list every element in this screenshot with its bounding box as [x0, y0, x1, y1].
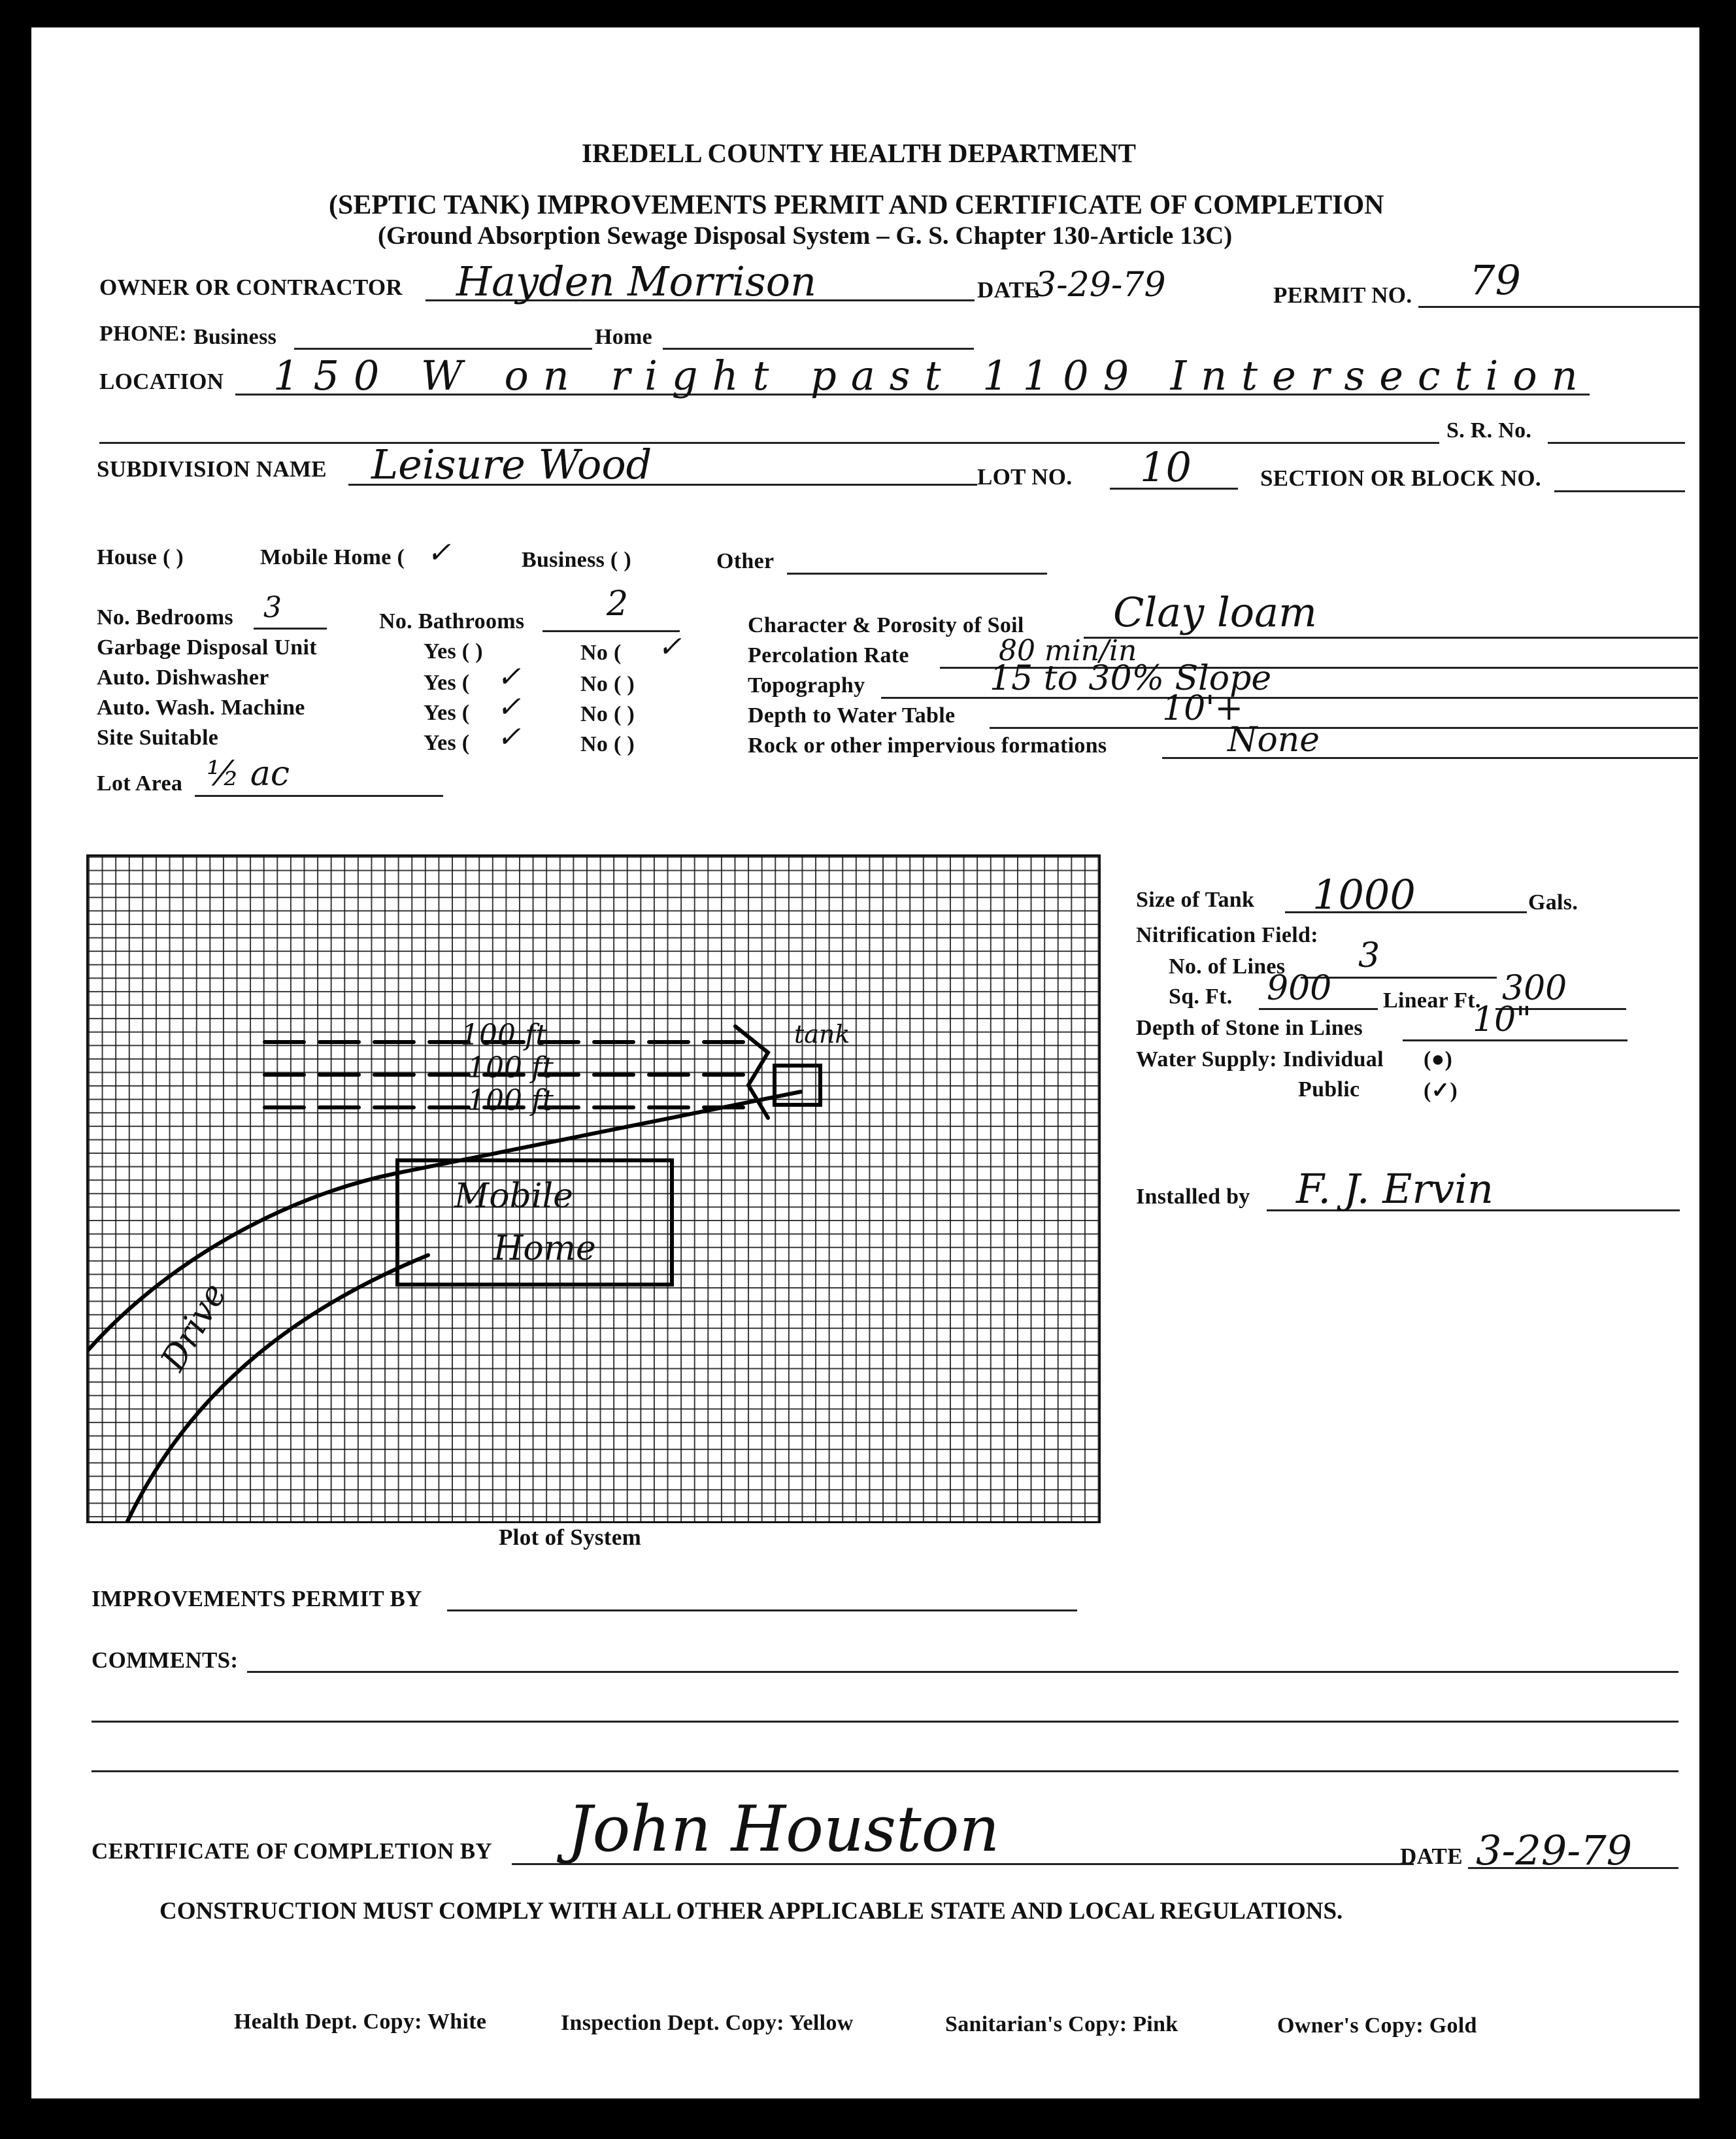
home-phone-line — [663, 348, 974, 350]
copy-owner: Owner's Copy: Gold — [1277, 2013, 1477, 2038]
dishwasher-no: No ( ) — [580, 672, 635, 696]
sqft-value: 900 — [1267, 969, 1332, 1008]
rock-formations-label: Rock or other impervious formations — [748, 733, 1107, 758]
owner-label: OWNER OR CONTRACTOR — [99, 275, 403, 300]
department-heading: IREDELL COUNTY HEALTH DEPARTMENT — [582, 138, 1136, 168]
garbage-disposal-label: Garbage Disposal Unit — [97, 635, 317, 660]
certificate-date-label: DATE — [1400, 1844, 1463, 1869]
water-table-label: Depth to Water Table — [748, 703, 956, 728]
sqft-label: Sq. Ft. — [1169, 985, 1233, 1009]
soil-value: Clay loam — [1113, 588, 1317, 636]
tank-label: tank — [794, 1020, 850, 1049]
business-phone-line — [294, 348, 592, 350]
dishwasher-label: Auto. Dishwasher — [97, 665, 269, 690]
lot-no-value: 10 — [1140, 443, 1192, 491]
installed-by-label: Installed by — [1136, 1185, 1250, 1209]
comments-line-1 — [247, 1671, 1678, 1673]
water-table-value: 10'+ — [1162, 689, 1244, 728]
percolation-value: 80 min/in — [999, 634, 1137, 667]
other-option: Other — [716, 549, 775, 573]
tank-size-value: 1000 — [1312, 871, 1416, 918]
dishwasher-yes: Yes ( — [424, 671, 470, 695]
site-suitable-no: No ( ) — [580, 732, 635, 756]
water-individual-mark: (●) — [1424, 1047, 1453, 1071]
lines-value: 3 — [1358, 936, 1380, 975]
bathrooms-value: 2 — [607, 584, 629, 624]
permit-no-value: 79 — [1469, 256, 1521, 304]
permit-by-label: IMPROVEMENTS PERMIT BY — [92, 1586, 422, 1611]
water-table-line — [990, 727, 1698, 729]
field-line-label-2: 100 ft — [467, 1051, 554, 1085]
linear-ft-label: Linear Ft. — [1383, 988, 1481, 1013]
lot-no-label: LOT NO. — [977, 464, 1073, 490]
certificate-label: CERTIFICATE OF COMPLETION BY — [92, 1838, 492, 1864]
bedrooms-value: 3 — [263, 591, 282, 624]
garbage-disposal-no-check: ✓ — [658, 630, 682, 664]
business-option: Business ( ) — [522, 548, 631, 572]
permit-no-label: PERMIT NO. — [1273, 282, 1412, 308]
subdivision-label: SUBDIVISION NAME — [97, 456, 327, 482]
water-public-label: Public — [1298, 1077, 1360, 1102]
plot-sketch — [88, 856, 1099, 1521]
lines-label: No. of Lines — [1169, 954, 1286, 979]
location-second-line — [99, 442, 1439, 444]
copy-health-dept: Health Dept. Copy: White — [234, 2010, 487, 2034]
wash-machine-yes-check: ✓ — [497, 690, 521, 724]
permit-no-line — [1418, 306, 1699, 308]
site-suitable-yes-check: ✓ — [497, 720, 521, 754]
field-line-label-3: 100 ft — [467, 1084, 554, 1117]
gals-label: Gals. — [1528, 890, 1578, 915]
house-option: House ( ) — [97, 545, 184, 569]
sqft-line — [1259, 1008, 1378, 1010]
topography-value: 15 to 30% Slope — [990, 659, 1272, 698]
section-line — [1554, 490, 1685, 492]
garbage-disposal-yes: Yes ( ) — [424, 639, 483, 664]
location-label: LOCATION — [99, 369, 224, 394]
form-subtitle: (Ground Absorption Sewage Disposal System – G. S. Chapter 130-Article 13C) — [378, 222, 1233, 250]
soil-line — [1084, 637, 1698, 639]
road-curve-inner — [127, 1255, 428, 1521]
certificate-date-value: 3-29-79 — [1476, 1827, 1633, 1874]
location-value: 150 W on right past 1109 Intersection — [273, 352, 1592, 399]
plot-grid — [86, 854, 1101, 1523]
stone-depth-value: 10" — [1473, 1000, 1532, 1039]
wash-machine-label: Auto. Wash. Machine — [97, 696, 305, 720]
comments-line-2 — [92, 1721, 1678, 1723]
copy-inspection-dept: Inspection Dept. Copy: Yellow — [561, 2011, 854, 2035]
linear-ft-value: 300 — [1502, 969, 1567, 1008]
permit-by-line — [447, 1609, 1077, 1611]
wash-machine-yes: Yes ( — [424, 701, 470, 725]
date-label: DATE — [977, 277, 1040, 303]
soil-label: Character & Porosity of Soil — [748, 613, 1024, 637]
field-line-label-1: 100 ft — [461, 1019, 547, 1052]
mobile-home-check: ✓ — [427, 536, 451, 569]
comments-label: COMMENTS: — [92, 1647, 239, 1673]
phone-label: PHONE: — [99, 322, 188, 346]
regulations-notice: CONSTRUCTION MUST COMPLY WITH ALL OTHER APPLICABLE STATE AND LOCAL REGULATIONS. — [159, 1898, 1343, 1925]
nitrification-label: Nitrification Field: — [1136, 923, 1318, 947]
site-suitable-yes: Yes ( — [424, 731, 470, 755]
date-value: 3-29-79 — [1035, 265, 1166, 305]
phone-home-label: Home — [595, 325, 653, 349]
lot-area-line — [195, 795, 443, 797]
copy-sanitarian: Sanitarian's Copy: Pink — [945, 2012, 1178, 2036]
septic-tank-shape — [775, 1066, 820, 1105]
percolation-label: Percolation Rate — [748, 643, 909, 667]
site-suitable-label: Site Suitable — [97, 726, 219, 750]
bedrooms-line — [254, 628, 327, 630]
installed-by-value: F. J. Ervin — [1296, 1165, 1494, 1213]
subdivision-value: Leisure Wood — [371, 441, 652, 488]
section-label: SECTION OR BLOCK NO. — [1260, 465, 1541, 491]
dishwasher-yes-check: ✓ — [497, 660, 521, 694]
lot-area-label: Lot Area — [97, 771, 183, 796]
topography-label: Topography — [748, 673, 865, 698]
sr-no-line — [1548, 442, 1685, 444]
bathrooms-label: No. Bathrooms — [379, 609, 525, 633]
comments-line-3 — [92, 1770, 1678, 1772]
drive-label: Drive — [153, 1276, 235, 1378]
lot-area-value: ½ ac — [207, 754, 290, 794]
mobile-home-option: Mobile Home ( — [260, 545, 405, 569]
wash-machine-no: No ( ) — [580, 702, 635, 726]
tank-size-label: Size of Tank — [1136, 888, 1255, 912]
phone-business-label: Business — [193, 325, 277, 349]
sr-no-label: S. R. No. — [1446, 418, 1532, 443]
other-line — [787, 573, 1047, 575]
certificate-signature: John Houston — [567, 1793, 1000, 1866]
stone-depth-line — [1403, 1039, 1628, 1041]
garbage-disposal-no: No ( — [580, 641, 622, 665]
owner-value: Hayden Morrison — [456, 258, 817, 305]
stone-depth-label: Depth of Stone in Lines — [1136, 1016, 1363, 1040]
bedrooms-label: No. Bedrooms — [97, 605, 233, 630]
mobile-home-label-2: Home — [493, 1229, 596, 1268]
water-public-mark: (✓) — [1424, 1079, 1458, 1103]
plot-caption: Plot of System — [499, 1524, 642, 1550]
rock-formations-value: None — [1227, 720, 1320, 760]
water-supply-label: Water Supply: Individual — [1136, 1047, 1384, 1071]
permit-form — [31, 27, 1699, 2098]
road-curve-outer — [88, 1173, 395, 1350]
form-title: (SEPTIC TANK) IMPROVEMENTS PERMIT AND CERTIFICATE OF COMPLETION — [329, 190, 1384, 220]
mobile-home-label: Mobile — [454, 1177, 573, 1216]
